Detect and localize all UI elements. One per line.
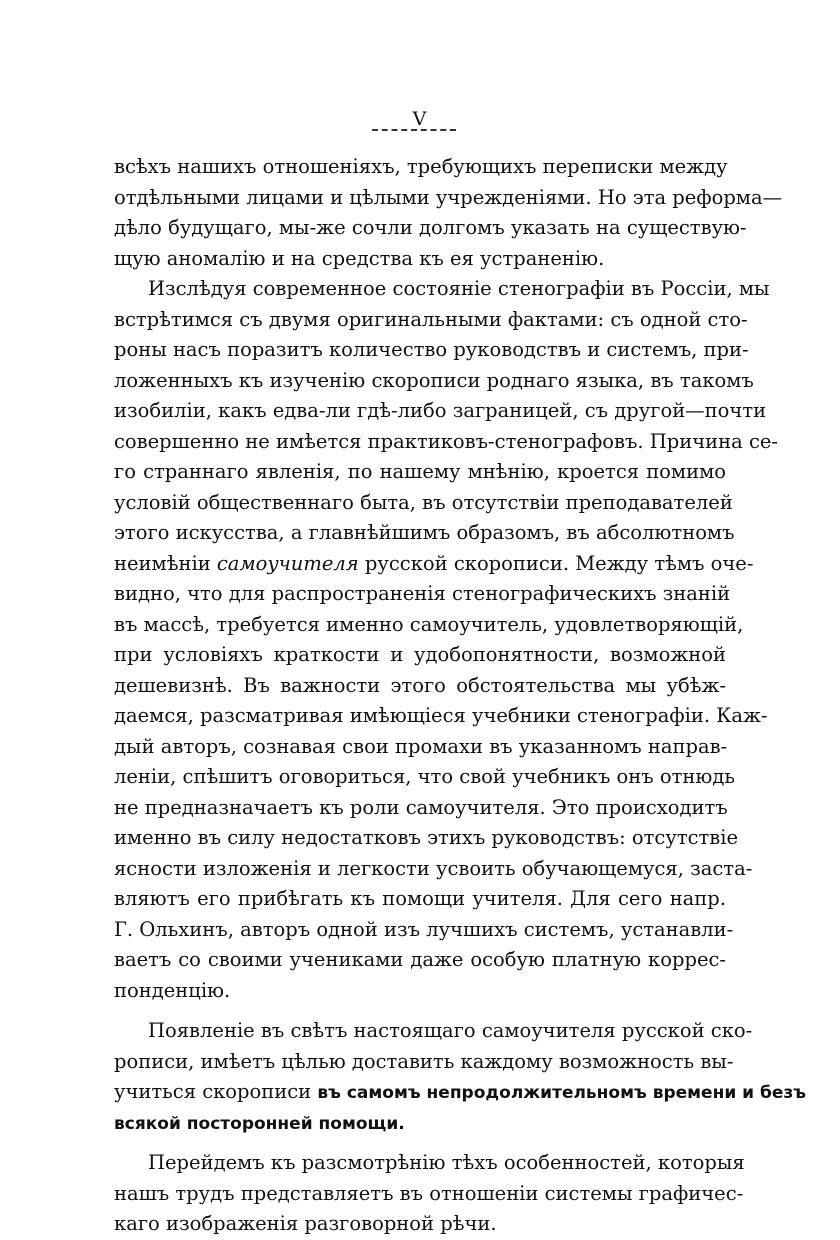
text-line: дый авторъ, сознавая свои промахи въ указанномъ направ- (114, 734, 728, 758)
text-line: го страннаго явленія, по нашему мнѣнію, кроется помимо (114, 460, 726, 483)
text-line: всѣхъ нашихъ отношеніяхъ, требующихъ переписки между (114, 155, 728, 178)
paragraph-gap (114, 1006, 726, 1016)
text-line: леніи, спѣшитъ оговориться, что свой учебникъ онъ отнюдь (114, 765, 736, 788)
text-line: роны насъ поразитъ количество руководствъ и системъ, при- (114, 338, 749, 361)
text-segment: учиться скорописи (114, 1080, 318, 1103)
text-line: рописи, имѣетъ цѣлью доставить каждому возможность вы- (114, 1049, 734, 1073)
text-line: вляютъ его прибѣгать къ помощи учителя. Для сего напр. (114, 887, 726, 910)
text-line: встрѣтимся съ двумя оригинальными фактами: съ одной сто- (114, 307, 748, 331)
text-line: условій общественнаго быта, въ отсутствіи преподавателей (114, 490, 733, 514)
text-line: Появленіе въ свѣтъ настоящаго самоучителя русской ско- (148, 1019, 753, 1042)
text-line: каго изображенія разговорной рѣчи. (114, 1212, 497, 1235)
text-line: изобиліи, какъ едва-ли гдѣ-либо заграницей, съ другой—почти (114, 399, 767, 422)
text-line: не предназначаетъ къ роли самоучителя. Это происходитъ (114, 795, 728, 819)
bold-emphasis: всякой посторонней помощи. (114, 1113, 405, 1134)
text-line: именно въ силу недостатковъ этихъ руководствъ: отсутствіе (114, 826, 739, 849)
text-line: при условіяхъ краткости и удобопонятности, возможной (114, 643, 726, 666)
text-line: въ массѣ, требуется именно самоучитель, удовлетворяющій, (114, 612, 744, 636)
text-line: отдѣльными лицами и цѣлыми учрежденіями. Но эта реформа— (114, 185, 783, 209)
text-line (114, 549, 754, 580)
text-line: нашъ трудъ представляетъ въ отношеніи системы графичес- (114, 1181, 744, 1205)
text-line: видно, что для распространенія стенографическихъ знаній (114, 582, 731, 605)
text-segment: русской скорописи. Между тѣмъ оче- (358, 551, 754, 575)
text-line: дѣло будущаго, мы-же сочли долгомъ указать на существую- (114, 216, 747, 239)
body-text (114, 152, 807, 1240)
text-line: дешевизнѣ. Въ важности этого обстоятельства мы убѣж- (114, 673, 726, 697)
text-line: Изслѣдуя современное состояніе стенографіи въ Россіи, мы (148, 277, 770, 300)
text-line: Г. Ольхинъ, авторъ одной изъ лучшихъ системъ, устанавли- (114, 917, 734, 941)
text-line: ясности изложенія и легкости усвоить обучающемуся, заста- (114, 856, 753, 880)
text-line: щую аномалію и на средства къ ея устраненію. (114, 246, 605, 270)
text-line: Перейдемъ къ разсмотрѣнію тѣхъ особенностей, которыя (148, 1151, 745, 1174)
header-rule (372, 129, 456, 131)
text-segment: неимѣніи (114, 551, 217, 575)
paragraph-gap (114, 1138, 726, 1148)
text-line: совершенно не имѣется практиковъ-стенографовъ. Причина се- (114, 429, 778, 453)
italic-emphasis: самоучителя (216, 551, 359, 575)
text-line (114, 1108, 726, 1139)
text-line: даемся, разсматривая имѣющіеся учебники стенографіи. Каж- (114, 704, 768, 727)
text-line (114, 1077, 807, 1108)
bold-emphasis: въ самомъ непродолжительномъ времени и безъ (317, 1083, 807, 1103)
text-line: понденцію. (114, 978, 231, 1002)
text-line: ваетъ со своими учениками даже особую платную коррес- (114, 948, 726, 971)
page-number: V (412, 108, 428, 130)
text-line: ложенныхъ къ изученію скорописи роднаго языка, въ такомъ (114, 368, 754, 392)
text-line: этого искусства, а главнѣйшимъ образомъ, въ абсолютномъ (114, 521, 735, 544)
